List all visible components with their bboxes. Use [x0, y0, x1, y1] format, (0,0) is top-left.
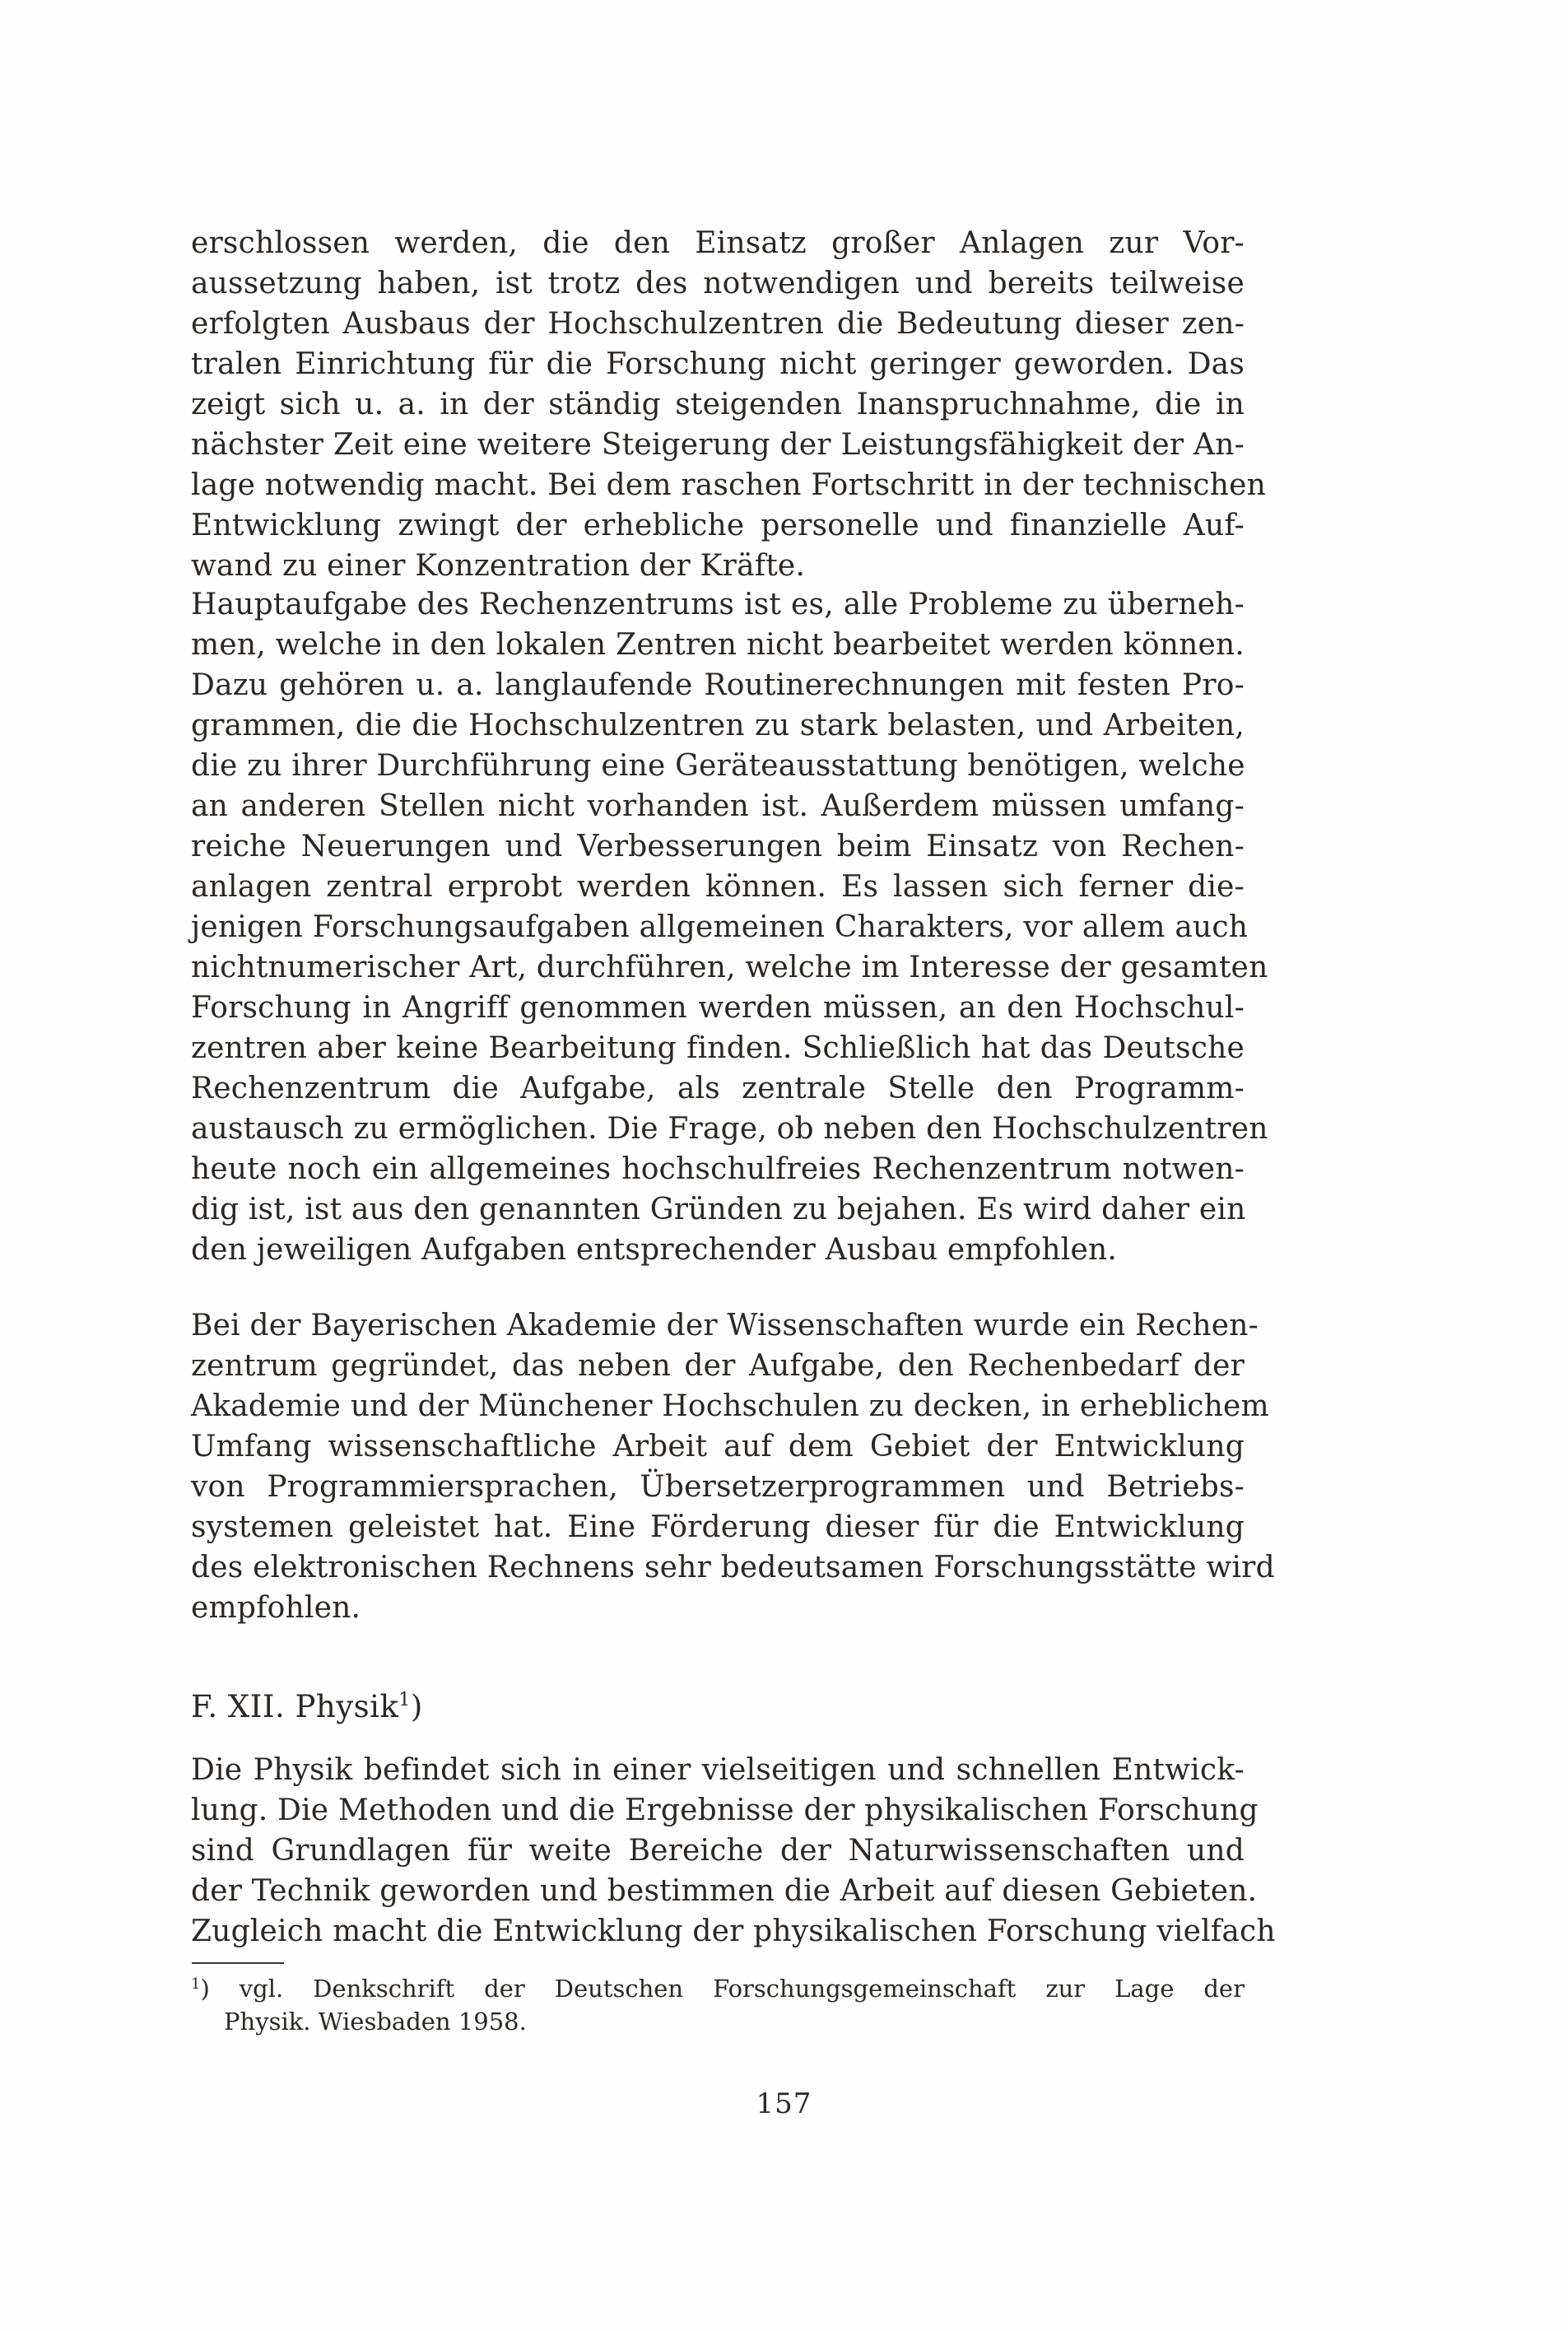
text-line: dig ist, ist aus den genannten Gründen zu bejahen. Es wird daher ein: [191, 1193, 1246, 1226]
footnote-word: Forschungsgemeinschaft: [713, 1975, 1017, 2003]
footnote-marker-close: ): [200, 1975, 210, 2003]
text-line: den jeweiligen Aufgaben entsprechender Ausbau empfohlen.: [191, 1233, 1118, 1267]
text-line: zentren aber keine Bearbeitung finden. Schließlich hat das Deutsche: [191, 1031, 1245, 1065]
text-line: Rechenzentrum die Aufgabe, als zentrale Stelle den Programm-: [191, 1072, 1245, 1105]
footnote-divider: [192, 1962, 284, 1964]
footnote-marker-group: [191, 1972, 210, 2005]
footnote-reference-close: ): [410, 1689, 423, 1724]
text-line: sind Grundlagen für weite Bereiche der Naturwissenschaften und: [191, 1834, 1245, 1868]
footnote-reference: 1: [398, 1690, 411, 1710]
text-line: men, welche in den lokalen Zentren nicht bearbeitet werden können.: [191, 628, 1245, 662]
text-line: zeigt sich u. a. in der ständig steigenden Inanspruchnahme, die in: [191, 388, 1245, 421]
text-line: Akademie und der Münchener Hochschulen zu decken, in erheblichem: [191, 1389, 1269, 1423]
text-line: zentrum gegründet, das neben der Aufgabe, den Rechenbedarf der: [191, 1349, 1245, 1383]
paragraph-bavarian-academy: [191, 1305, 1275, 1628]
text-line: anlagen zentral erprobt werden können. Es lassen sich ferner die-: [191, 870, 1245, 904]
text-line: nichtnumerischer Art, durchführen, welche im Interesse der gesamten: [191, 951, 1268, 984]
footnote-line: Physik. Wiesbaden 1958.: [224, 2008, 527, 2036]
footnote-word: zur: [1045, 1975, 1086, 2003]
text-line: Umfang wissenschaftliche Arbeit auf dem Gebiet der Entwicklung: [191, 1430, 1245, 1463]
text-line: an anderen Stellen nicht vorhanden ist. Außerdem müssen umfang-: [191, 789, 1245, 823]
text-line: nächster Zeit eine weitere Steigerung der Leistungsfähigkeit der An-: [191, 428, 1245, 462]
text-line: erfolgten Ausbaus der Hochschulzentren die Bedeutung dieser zen-: [191, 307, 1245, 341]
text-line: Hauptaufgabe des Rechenzentrums ist es, alle Probleme zu überneh-: [191, 588, 1245, 621]
page-number: 157: [756, 2087, 812, 2120]
text-line: lage notwendig macht. Bei dem raschen Fortschritt in der technischen: [191, 468, 1266, 502]
footnote-line: [191, 1972, 1245, 2005]
text-line: empfohlen.: [191, 1591, 361, 1625]
footnote-word: Lage: [1114, 1975, 1175, 2003]
text-line: jenigen Forschungsaufgaben allgemeinen Charakters, vor allem auch: [191, 910, 1249, 944]
text-line: des elektronischen Rechnens sehr bedeutsamen Forschungsstätte wird: [191, 1551, 1275, 1584]
footnote-word: vgl.: [239, 1975, 284, 2003]
text-line: tralen Einrichtung für die Forschung nicht geringer geworden. Das: [191, 347, 1245, 381]
text-line: Die Physik befindet sich in einer vielseitigen und schnellen Entwick-: [191, 1753, 1245, 1787]
section-heading: [191, 1687, 423, 1727]
text-line: Entwicklung zwingt der erhebliche personelle und finanzielle Auf-: [191, 509, 1245, 542]
text-line: Forschung in Angriff genommen werden müssen, an den Hochschul-: [191, 991, 1245, 1025]
footnote-word: der: [484, 1975, 525, 2003]
text-line: Bei der Bayerischen Akademie der Wissenschaften wurde ein Rechen-: [191, 1309, 1259, 1342]
footnote-word: Deutschen: [554, 1975, 684, 2003]
text-line: reiche Neuerungen und Verbesserungen beim Einsatz von Rechen-: [191, 830, 1245, 863]
text-line: austausch zu ermöglichen. Die Frage, ob neben den Hochschulzentren: [191, 1112, 1268, 1146]
text-line: erschlossen werden, die den Einsatz großer Anlagen zur Vor-: [191, 226, 1245, 260]
text-line: grammen, die die Hochschulzentren zu stark belasten, und Arbeiten,: [191, 709, 1245, 742]
paragraph-computing-center-tasks: [191, 584, 1268, 1270]
footnote-marker: 1: [191, 1975, 201, 1993]
text-line: wand zu einer Konzentration der Kräfte.: [191, 549, 806, 583]
text-line: heute noch ein allgemeines hochschulfreies Rechenzentrum notwen-: [191, 1152, 1245, 1186]
section-heading-text: F. XII. Physik: [191, 1689, 399, 1724]
paragraph-computing-center-importance: [191, 223, 1266, 586]
footnote-word: Denkschrift: [313, 1975, 455, 2003]
footnote: [191, 1972, 1245, 2038]
text-line: systemen geleistet hat. Eine Förderung dieser für die Entwicklung: [191, 1510, 1245, 1544]
text-line: die zu ihrer Durchführung eine Geräteausstattung benötigen, welche: [191, 749, 1245, 783]
text-line: Zugleich macht die Entwicklung der physikalischen Forschung vielfach: [191, 1915, 1276, 1948]
footnote-word: der: [1203, 1975, 1245, 2003]
text-line: lung. Die Methoden und die Ergebnisse der physikalischen Forschung: [191, 1794, 1259, 1827]
text-line: Dazu gehören u. a. langlaufende Routinerechnungen mit festen Pro-: [191, 668, 1245, 702]
paragraph-physics: [191, 1750, 1276, 1952]
text-line: der Technik geworden und bestimmen die Arbeit auf diesen Gebieten.: [191, 1874, 1258, 1908]
text-line: von Programmiersprachen, Übersetzerprogrammen und Betriebs-: [191, 1470, 1245, 1504]
text-line: aussetzung haben, ist trotz des notwendigen und bereits teilweise: [191, 267, 1245, 300]
